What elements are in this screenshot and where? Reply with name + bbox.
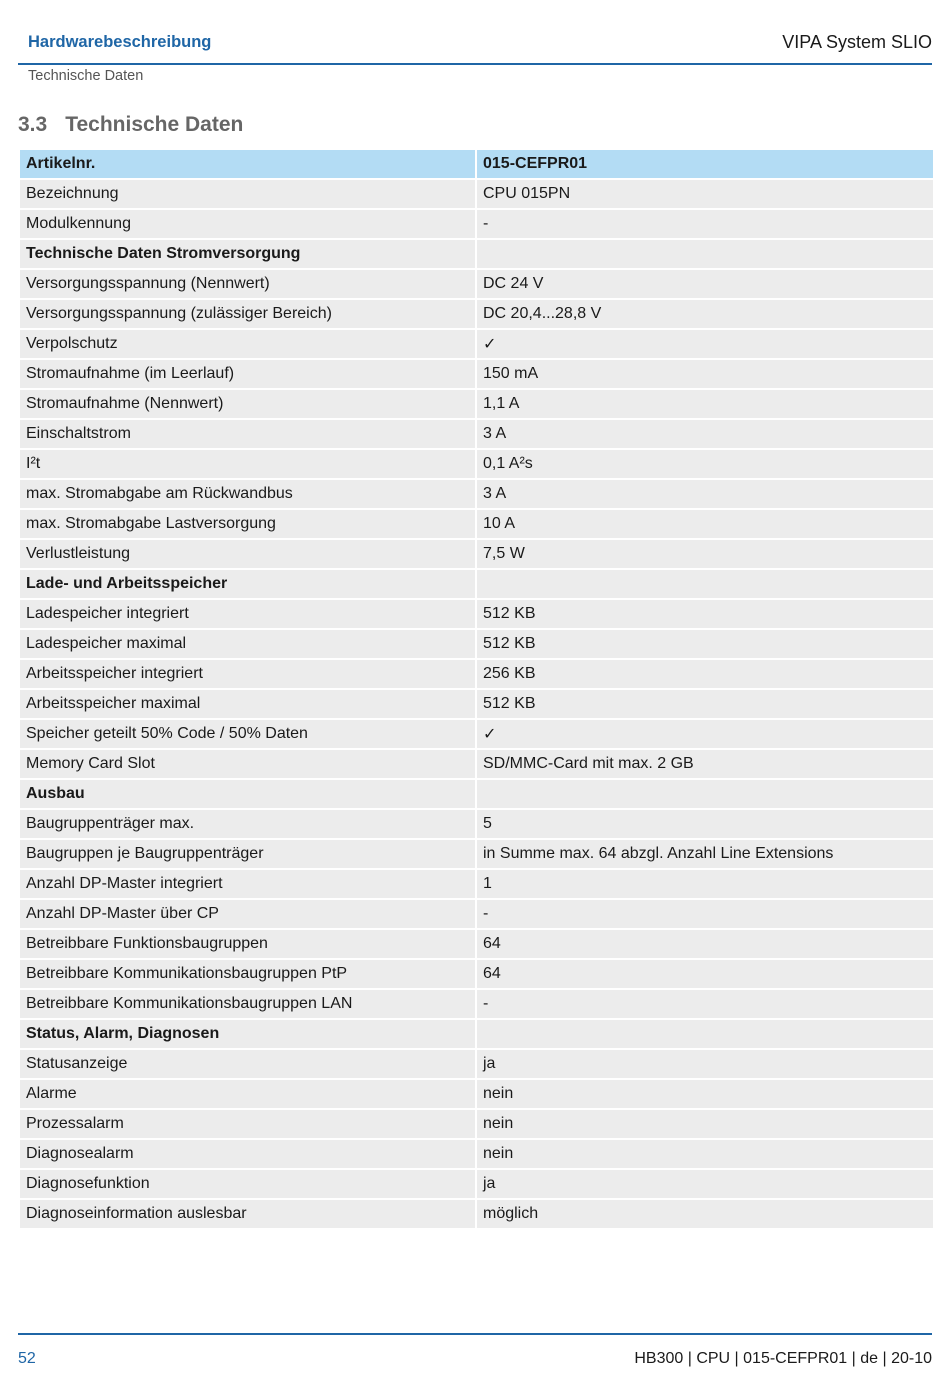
row-label: Arbeitsspeicher integriert <box>20 660 475 688</box>
row-label: Speicher geteilt 50% Code / 50% Daten <box>20 720 475 748</box>
table-row <box>20 480 933 508</box>
row-label: Stromaufnahme (Nennwert) <box>20 390 475 418</box>
row-label: Stromaufnahme (im Leerlauf) <box>20 360 475 388</box>
table-row <box>20 900 933 928</box>
row-value: 3 A <box>477 420 933 448</box>
subsection-title: Technische Daten <box>28 68 144 84</box>
document-reference: HB300 | CPU | 015-CEFPR01 | de | 20-10 <box>634 1350 932 1367</box>
table-row <box>20 600 933 628</box>
row-label: Betreibbare Kommunikationsbaugruppen PtP <box>20 960 475 988</box>
table-section-row <box>20 570 933 598</box>
row-label: max. Stromabgabe am Rückwandbus <box>20 480 475 508</box>
table-row <box>20 1080 933 1108</box>
row-value: in Summe max. 64 abzgl. Anzahl Line Extensions <box>477 840 933 868</box>
table-row <box>20 1050 933 1078</box>
row-value: 64 <box>477 930 933 958</box>
chapter-title: Hardwarebeschreibung <box>28 33 212 51</box>
row-value <box>477 240 933 268</box>
table-row <box>20 630 933 658</box>
table-row <box>20 360 933 388</box>
table-row <box>20 390 933 418</box>
row-label: Einschaltstrom <box>20 420 475 448</box>
table-row <box>20 210 933 238</box>
table-row <box>20 1110 933 1138</box>
row-value: 7,5 W <box>477 540 933 568</box>
row-value: möglich <box>477 1200 933 1228</box>
row-label: Ausbau <box>20 780 475 808</box>
row-label: Technische Daten Stromversorgung <box>20 240 475 268</box>
table-row <box>20 180 933 208</box>
table-row <box>20 450 933 478</box>
table-row <box>20 840 933 868</box>
row-label: Diagnosefunktion <box>20 1170 475 1198</box>
row-value: 5 <box>477 810 933 838</box>
section-number: 3.3 <box>18 113 48 136</box>
row-label: Anzahl DP-Master integriert <box>20 870 475 898</box>
row-label: Alarme <box>20 1080 475 1108</box>
row-value: ✓ <box>477 720 933 748</box>
row-label: Status, Alarm, Diagnosen <box>20 1020 475 1048</box>
table-row <box>20 510 933 538</box>
footer-divider <box>18 1333 932 1335</box>
row-value <box>477 570 933 598</box>
row-label: Betreibbare Funktionsbaugruppen <box>20 930 475 958</box>
table-row <box>20 300 933 328</box>
row-value <box>477 1020 933 1048</box>
row-value: 0,1 A²s <box>477 450 933 478</box>
row-label: Anzahl DP-Master über CP <box>20 900 475 928</box>
row-label: Statusanzeige <box>20 1050 475 1078</box>
row-label: Betreibbare Kommunikationsbaugruppen LAN <box>20 990 475 1018</box>
table-row <box>20 1170 933 1198</box>
section-heading <box>18 113 243 137</box>
row-value: ja <box>477 1050 933 1078</box>
table-row <box>20 720 933 748</box>
table-section-row <box>20 1020 933 1048</box>
row-label: Lade- und Arbeitsspeicher <box>20 570 475 598</box>
row-value: DC 20,4...28,8 V <box>477 300 933 328</box>
row-label: Ladespeicher maximal <box>20 630 475 658</box>
row-label: Arbeitsspeicher maximal <box>20 690 475 718</box>
row-value: nein <box>477 1080 933 1108</box>
table-row <box>20 420 933 448</box>
row-label: Versorgungsspannung (Nennwert) <box>20 270 475 298</box>
row-label: Prozessalarm <box>20 1110 475 1138</box>
row-label: Baugruppen je Baugruppenträger <box>20 840 475 868</box>
table-row <box>20 270 933 298</box>
row-value: 512 KB <box>477 600 933 628</box>
section-title: Technische Daten <box>65 113 244 136</box>
table-row <box>20 690 933 718</box>
row-label: Artikelnr. <box>20 150 475 178</box>
row-value <box>477 780 933 808</box>
table-row <box>20 660 933 688</box>
row-label: Verlustleistung <box>20 540 475 568</box>
row-value: 256 KB <box>477 660 933 688</box>
row-value: - <box>477 210 933 238</box>
table-row <box>20 1140 933 1168</box>
row-value: 512 KB <box>477 630 933 658</box>
row-label: Versorgungsspannung (zulässiger Bereich) <box>20 300 475 328</box>
table-row <box>20 960 933 988</box>
row-label: Bezeichnung <box>20 180 475 208</box>
row-label: Diagnoseinformation auslesbar <box>20 1200 475 1228</box>
technical-data-table <box>18 148 935 1230</box>
row-value: 512 KB <box>477 690 933 718</box>
row-label: Modulkennung <box>20 210 475 238</box>
row-label: I²t <box>20 450 475 478</box>
row-value: 64 <box>477 960 933 988</box>
table-row <box>20 750 933 778</box>
row-value: - <box>477 900 933 928</box>
row-value: DC 24 V <box>477 270 933 298</box>
table-row <box>20 810 933 838</box>
table-row <box>20 330 933 358</box>
row-value: 1,1 A <box>477 390 933 418</box>
row-value: 3 A <box>477 480 933 508</box>
table-row <box>20 930 933 958</box>
row-value: nein <box>477 1110 933 1138</box>
row-value: 1 <box>477 870 933 898</box>
header-divider <box>18 63 932 65</box>
row-value: 10 A <box>477 510 933 538</box>
product-name: VIPA System SLIO <box>782 32 932 52</box>
row-label: Diagnosealarm <box>20 1140 475 1168</box>
table-row <box>20 870 933 898</box>
page-number: 52 <box>18 1350 36 1367</box>
table-row <box>20 540 933 568</box>
table-section-row <box>20 780 933 808</box>
row-value: 015-CEFPR01 <box>477 150 933 178</box>
table-section-row <box>20 240 933 268</box>
row-label: Baugruppenträger max. <box>20 810 475 838</box>
row-value: - <box>477 990 933 1018</box>
table-row <box>20 990 933 1018</box>
row-value: ja <box>477 1170 933 1198</box>
row-label: Memory Card Slot <box>20 750 475 778</box>
row-value: ✓ <box>477 330 933 358</box>
table-header-row <box>20 150 933 178</box>
row-value: 150 mA <box>477 360 933 388</box>
table-row <box>20 1200 933 1228</box>
row-label: max. Stromabgabe Lastversorgung <box>20 510 475 538</box>
row-value: SD/MMC-Card mit max. 2 GB <box>477 750 933 778</box>
row-value: nein <box>477 1140 933 1168</box>
row-label: Ladespeicher integriert <box>20 600 475 628</box>
row-value: CPU 015PN <box>477 180 933 208</box>
row-label: Verpolschutz <box>20 330 475 358</box>
